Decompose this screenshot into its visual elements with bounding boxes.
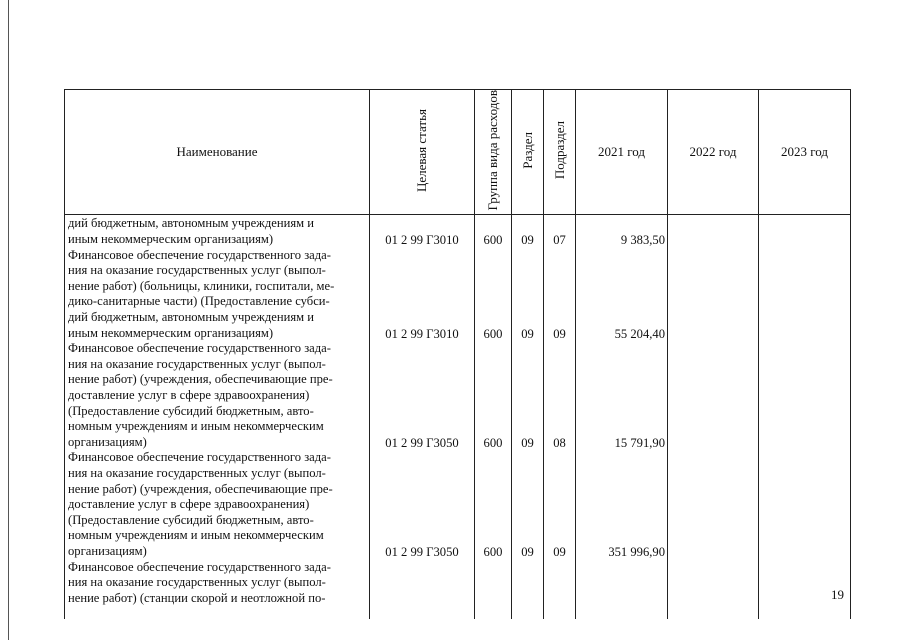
description-line: (Предоставление субсидий бюджетным, авто- (68, 403, 314, 418)
cell-group: 600 (483, 545, 503, 560)
description-line: иным некоммерческим организациям) (68, 325, 274, 340)
page-number: 19 (831, 587, 844, 602)
header-year-2022: 2022 год (668, 90, 759, 215)
subsection-column (544, 215, 576, 620)
cell-section: 09 (521, 233, 534, 248)
description-line: иным некоммерческим организациям) (68, 232, 274, 247)
cell-section: 09 (521, 545, 534, 560)
description-line: ния на оказание государственных услуг (выпол- (68, 263, 326, 278)
cell-section: 09 (521, 326, 534, 341)
cell-code: 01 2 99 Г3010 (385, 326, 459, 341)
header-subsection: Подраздел (544, 90, 576, 215)
cell-group: 600 (483, 233, 503, 248)
description-line: дико-санитарные части) (Предоставление субси- (68, 294, 330, 309)
description-line: нение работ) (учреждения, обеспечивающие пре- (68, 372, 333, 387)
description-line: доставление услуг в сфере здравоохранения) (68, 497, 310, 512)
header-target-article: Целевая статья (370, 90, 475, 215)
header-name: Наименование (65, 90, 370, 215)
description-line: Финансовое обеспечение государственного зада- (68, 247, 331, 262)
name-column (65, 215, 370, 620)
description-line: дий бюджетным, автономным учреждениям и (68, 310, 315, 325)
cell-y2021: 55 204,40 (614, 326, 665, 341)
cell-y2021: 9 383,50 (620, 233, 665, 248)
cell-subsection: 09 (553, 326, 566, 341)
cell-code: 01 2 99 Г3010 (385, 233, 459, 248)
cell-group: 600 (483, 326, 503, 341)
description-line: организациям) (68, 434, 147, 449)
description-line: доставление услуг в сфере здравоохранения) (68, 387, 310, 402)
description-line: нение работ) (учреждения, обеспечивающие пре- (68, 481, 333, 496)
description-line: номным учреждениям и иным некоммерческим (68, 528, 324, 543)
description-line: дий бюджетным, автономным учреждениям и (68, 216, 315, 231)
group-column (475, 215, 512, 620)
table-body-row (65, 215, 851, 620)
header-expense-group: Группа вида расходов (475, 90, 512, 215)
page-margin-rule (8, 0, 9, 640)
description-line: (Предоставление субсидий бюджетным, авто- (68, 512, 314, 527)
cell-subsection: 08 (553, 435, 566, 450)
section-column (512, 215, 544, 620)
description-line: нение работ) (станции скорой и неотложной по- (68, 590, 326, 605)
description-line: ния на оказание государственных услуг (выпол- (68, 356, 326, 371)
budget-table (64, 89, 851, 619)
code-column (370, 215, 475, 620)
cell-section: 09 (521, 435, 534, 450)
description-line: Финансовое обеспечение государственного зада- (68, 341, 331, 356)
cell-code: 01 2 99 Г3050 (385, 435, 459, 450)
description-line: Финансовое обеспечение государственного зада- (68, 450, 331, 465)
cell-group: 600 (483, 435, 503, 450)
cell-y2021: 351 996,90 (608, 545, 665, 560)
description-line: ния на оказание государственных услуг (выпол- (68, 575, 326, 590)
cell-y2021: 15 791,90 (614, 435, 665, 450)
amount-2023-column (759, 215, 851, 620)
description-line: ния на оказание государственных услуг (выпол- (68, 465, 326, 480)
header-section: Раздел (512, 90, 544, 215)
amount-2021-column (576, 215, 668, 620)
amount-2022-column (668, 215, 759, 620)
description-line: организациям) (68, 543, 147, 558)
description-line: нение работ) (больницы, клиники, госпитали, ме- (68, 278, 335, 293)
cell-code: 01 2 99 Г3050 (385, 545, 459, 560)
header-year-2021: 2021 год (576, 90, 668, 215)
cell-subsection: 09 (553, 545, 566, 560)
header-year-2023: 2023 год (759, 90, 851, 215)
description-line: номным учреждениям и иным некоммерческим (68, 419, 324, 434)
description-line: Финансовое обеспечение государственного зада- (68, 559, 331, 574)
table-header-row (65, 90, 851, 215)
cell-subsection: 07 (553, 233, 566, 248)
